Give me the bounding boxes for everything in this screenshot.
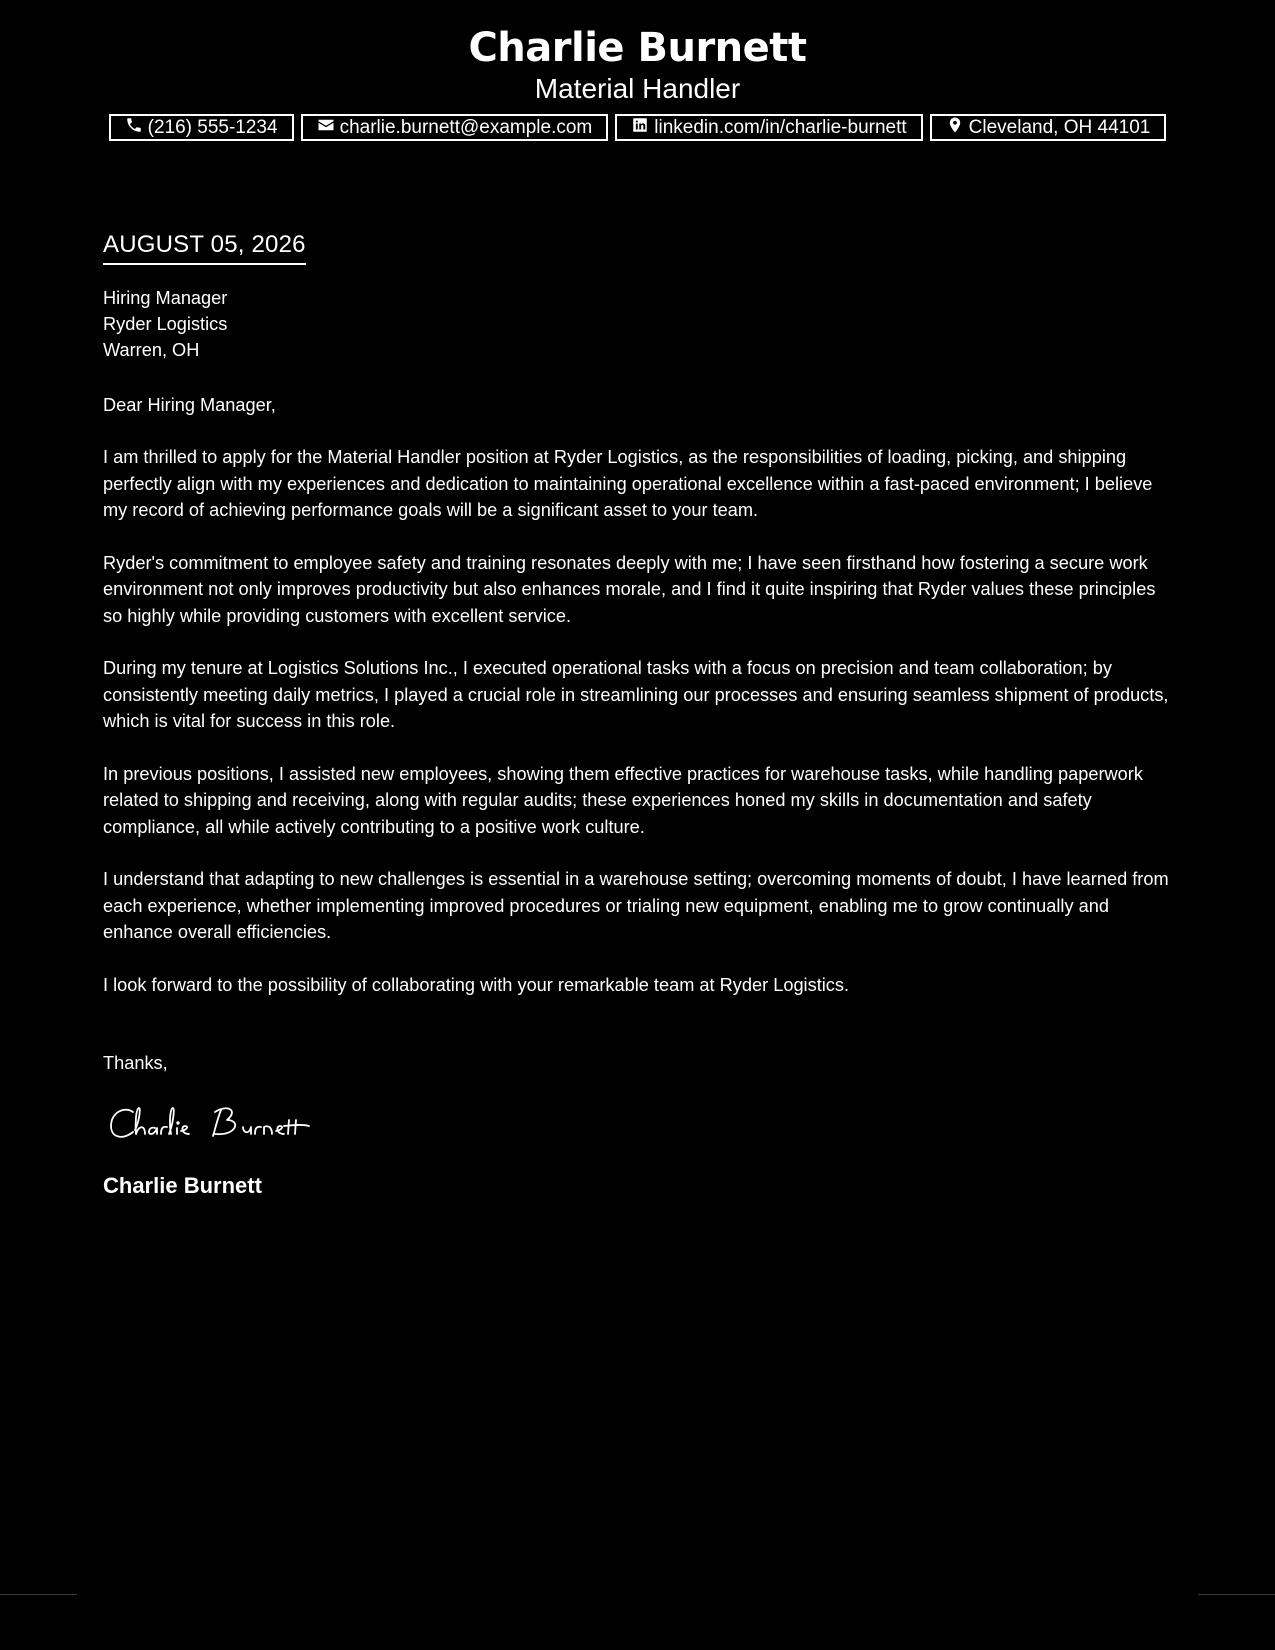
body-paragraph: During my tenure at Logistics Solutions Inc., I executed operational tasks with a focus on precision and team collaboration; by consistently meeting daily metrics, I played a crucial role in streamlining our processes and ensuring seamless shipment of products, which is vital for success in this role. <box>103 658 1169 731</box>
location-contact <box>930 114 1167 141</box>
email-contact[interactable] <box>301 114 609 141</box>
linkedin-icon <box>631 116 649 140</box>
letter-date: AUGUST 05, 2026 <box>103 228 306 265</box>
salutation: Dear Hiring Manager, <box>103 395 276 415</box>
footer-divider <box>1198 1594 1275 1595</box>
letter-body <box>103 228 1178 1200</box>
body-paragraph: I understand that adapting to new challenges is essential in a warehouse setting; overcoming moments of doubt, I have learned from each experience, whether implementing improved procedures or trialing new equipment, enabling me to grow continually and enhance overall efficiencies. <box>103 869 1169 942</box>
closing: Thanks, <box>103 1053 168 1073</box>
letter-header <box>0 22 1275 104</box>
linkedin-contact[interactable] <box>615 114 922 141</box>
email-text: charlie.burnett@example.com <box>339 116 593 138</box>
applicant-name: Charlie Burnett <box>468 25 807 71</box>
phone-icon <box>125 116 143 140</box>
applicant-job-title: Material Handler <box>534 73 741 104</box>
recipient-company: Ryder Logistics <box>103 314 228 334</box>
recipient-location: Warren, OH <box>103 340 200 360</box>
map-pin-icon <box>946 116 964 140</box>
body-paragraph: Ryder's commitment to employee safety and training resonates deeply with me; I have seen firsthand how fostering a secure work environment not only improves productivity but also enhances morale, and I find it quite inspiring that Ryder values these principles so highly while providing customers with excellent service. <box>103 552 1156 626</box>
footer-divider <box>0 1594 77 1595</box>
envelope-icon <box>317 116 335 140</box>
contact-bar <box>0 114 1275 141</box>
location-text: Cleveland, OH 44101 <box>968 116 1151 138</box>
linkedin-text: linkedin.com/in/charlie-burnett <box>654 116 907 138</box>
body-paragraph: I look forward to the possibility of collaborating with your remarkable team at Ryder Logistics. <box>103 974 850 995</box>
phone-contact[interactable] <box>109 114 294 141</box>
body-paragraph: In previous positions, I assisted new employees, showing them effective practices for warehouse tasks, while handling paperwork related to shipping and receiving, along with regular audits; these experiences honed my skills in documentation and safety compliance, all while actively contributing to a positive work culture. <box>103 763 1143 837</box>
signed-name: Charlie Burnett <box>103 1173 262 1198</box>
recipient-block <box>103 285 1178 363</box>
recipient-name: Hiring Manager <box>103 288 228 308</box>
body-paragraph: I am thrilled to apply for the Material Handler position at Ryder Logistics, as the responsibilities of loading, picking, and shipping perfectly align with my experiences and dedication to maintaining operational excellence within a fast-paced environment; I believe my record of achieving performance goals will be a significant asset to your team. <box>103 447 1153 520</box>
phone-text: (216) 555-1234 <box>147 116 278 138</box>
handwritten-signature <box>103 1100 1178 1150</box>
